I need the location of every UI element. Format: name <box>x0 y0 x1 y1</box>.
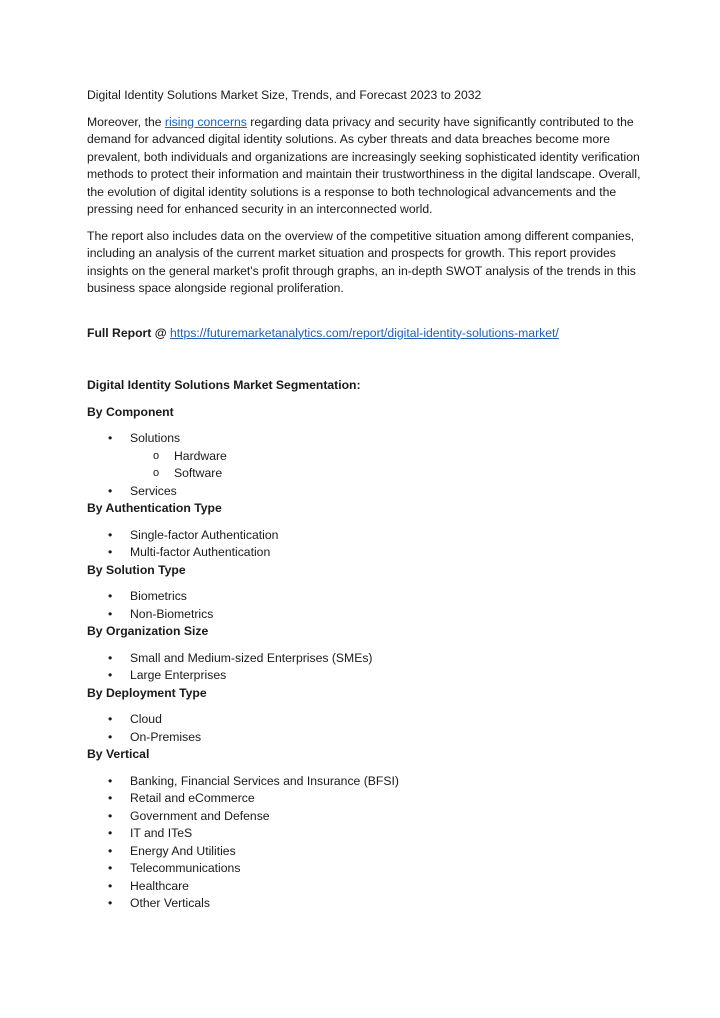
list-item-label: Other Verticals <box>130 896 210 910</box>
list-item-label: Energy And Utilities <box>130 843 236 858</box>
segment-items <box>87 773 647 913</box>
segmentation-title: Digital Identity Solutions Market Segmentation: <box>87 378 361 392</box>
bullet-icon: • <box>108 843 113 858</box>
segment-group <box>87 562 647 624</box>
segment-heading: By Authentication Type <box>87 501 222 515</box>
segment-items <box>87 711 647 746</box>
segment-items <box>87 650 647 685</box>
bullet-icon: • <box>108 808 113 823</box>
list-item-label: Large Enterprises <box>130 668 227 682</box>
segment-group <box>87 685 647 747</box>
bullet-icon: • <box>108 545 113 559</box>
bullet-icon: • <box>108 589 113 603</box>
paragraph-text-end: regarding data privacy and security have significantly contributed to the demand for advanced digital identity solutions. As cyber threats and data breaches become more prevalent, both individuals and organizations are increasingly seeking sophisticated identity verification methods to protect their information and maintain their trustworthiness in the digital landscape. Overall, the evolution of digital identity solutions is a response to both technological advancements and the pressing need for enhanced security in an interconnected world. <box>87 114 641 216</box>
bullet-icon: • <box>108 826 113 840</box>
list-item-label: Services <box>130 483 177 498</box>
sub-items <box>87 448 647 483</box>
list-item-label: Small and Medium-sized Enterprises (SMEs) <box>130 650 373 665</box>
bullet-icon: • <box>108 729 113 744</box>
bullet-icon: • <box>108 606 113 621</box>
document-title: Digital Identity Solutions Market Size, Trends, and Forecast 2023 to 2032 <box>87 88 482 102</box>
list-item <box>87 650 647 668</box>
segment-group <box>87 746 647 913</box>
bullet-icon: • <box>108 791 113 805</box>
list-item-label: Banking, Financial Services and Insurance (BFSI) <box>130 773 399 788</box>
segment-heading: By Organization Size <box>87 624 209 638</box>
bullet-icon: • <box>108 712 113 726</box>
bullet-icon: • <box>108 650 113 665</box>
bullet-icon: • <box>108 668 113 682</box>
list-item-label: Telecommunications <box>130 861 241 875</box>
sub-list-item <box>87 465 647 483</box>
list-item <box>87 483 647 501</box>
list-item <box>87 544 647 562</box>
list-item <box>87 808 647 826</box>
full-report-label: Full Report @ <box>87 325 170 340</box>
list-item-label: Multi-factor Authentication <box>130 545 271 559</box>
full-report-line <box>87 325 647 343</box>
sub-list-item-label: Hardware <box>174 448 227 463</box>
paragraph-text-start: Moreover, the <box>87 114 165 129</box>
segmentation-list <box>87 404 647 913</box>
list-item-label: Non-Biometrics <box>130 606 214 621</box>
sub-list-wrapper <box>87 448 647 483</box>
list-item <box>87 843 647 861</box>
list-item <box>87 711 647 729</box>
list-item <box>87 860 647 878</box>
list-item <box>87 527 647 545</box>
segment-group <box>87 500 647 562</box>
list-item-label: IT and ITeS <box>130 826 193 840</box>
list-item <box>87 667 647 685</box>
bullet-icon: • <box>108 773 113 788</box>
list-item-label: Cloud <box>130 712 162 726</box>
list-item <box>87 430 647 448</box>
bullet-icon: • <box>108 861 113 875</box>
segment-heading: By Component <box>87 404 174 419</box>
bullet-icon: • <box>108 527 113 542</box>
segment-heading: By Vertical <box>87 747 150 761</box>
list-item <box>87 606 647 624</box>
segment-items <box>87 588 647 623</box>
list-item-label: Healthcare <box>130 878 189 893</box>
list-item <box>87 790 647 808</box>
list-item-label: Solutions <box>130 431 181 445</box>
list-item-label: Single-factor Authentication <box>130 527 279 542</box>
paragraph-privacy-concerns <box>87 114 647 219</box>
segment-heading: By Solution Type <box>87 562 186 577</box>
bullet-icon: • <box>108 483 113 498</box>
segment-group <box>87 404 647 501</box>
list-item <box>87 895 647 913</box>
sub-list-item <box>87 448 647 466</box>
list-item-label: Retail and eCommerce <box>130 791 255 805</box>
paragraph-report-overview: The report also includes data on the overview of the competitive situation among different companies, including an analysis of the current market situation and prospects for growth. This report provides insights on the general market's profit through graphs, an in-depth SWOT analysis of the trends in this business space alongside regional proliferation. <box>87 228 636 295</box>
list-item-label: On-Premises <box>130 729 202 744</box>
list-item <box>87 588 647 606</box>
segment-heading: By Deployment Type <box>87 685 207 700</box>
list-item <box>87 773 647 791</box>
list-item <box>87 729 647 747</box>
bullet-icon: • <box>108 878 113 893</box>
bullet-icon: • <box>108 431 113 445</box>
list-item <box>87 825 647 843</box>
list-item <box>87 878 647 896</box>
circle-bullet-icon: o <box>153 449 160 462</box>
full-report-link[interactable]: https://futuremarketanalytics.com/report/digital-identity-solutions-market/ <box>169 325 559 340</box>
document-page <box>87 87 647 913</box>
sub-list-item-label: Software <box>174 466 223 480</box>
segment-items <box>87 430 647 500</box>
list-item-label: Biometrics <box>130 589 187 603</box>
circle-bullet-icon: o <box>153 467 160 479</box>
bullet-icon: • <box>108 896 113 910</box>
segment-items <box>87 527 647 562</box>
rising-concerns-link[interactable]: rising concerns <box>164 114 247 129</box>
segment-group <box>87 623 647 685</box>
list-item-label: Government and Defense <box>130 808 270 823</box>
